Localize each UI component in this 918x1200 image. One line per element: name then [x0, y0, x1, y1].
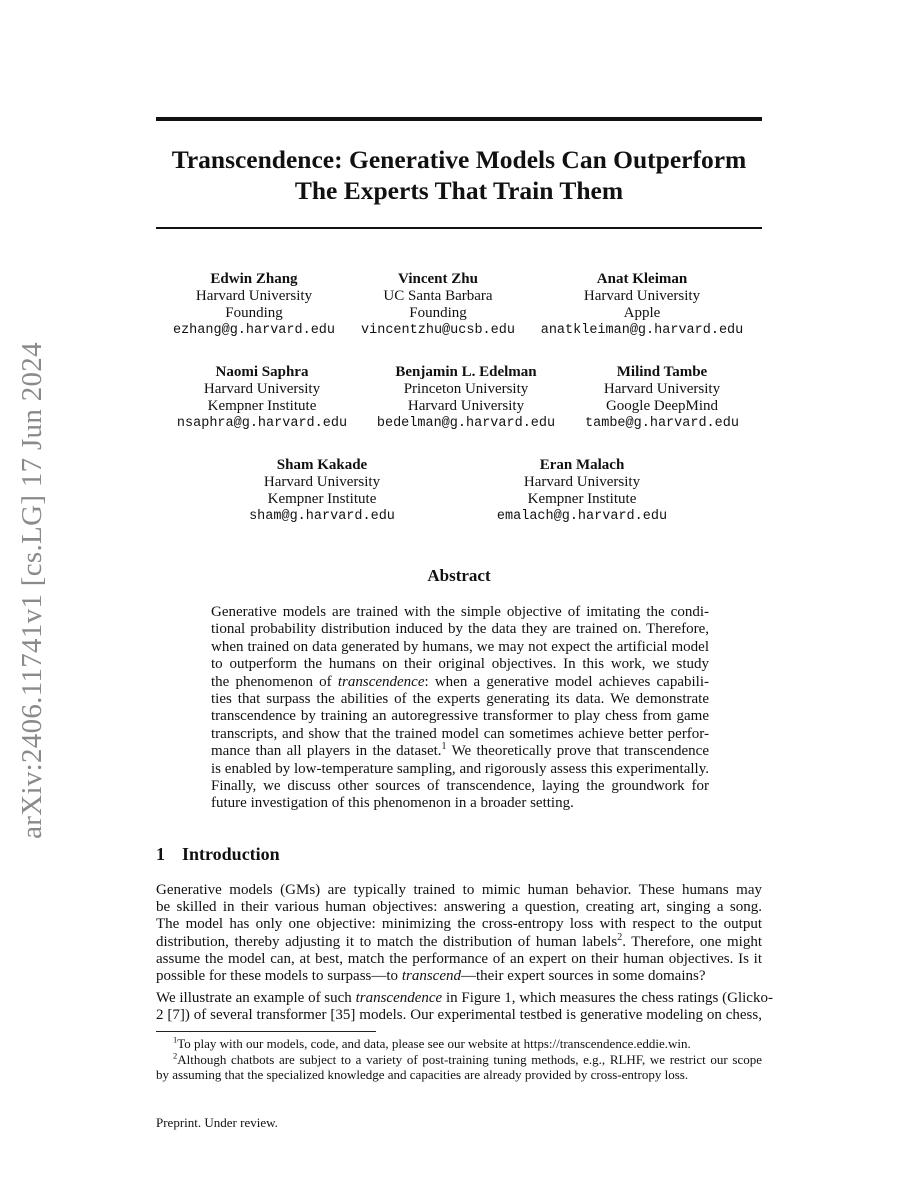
author-block [212, 457, 432, 525]
footnote-1 [156, 1036, 762, 1052]
title-line-1: Transcendence: Generative Models Can Outperform [171, 145, 747, 174]
author-affiliation: Harvard University [583, 288, 701, 304]
footnote-text: Although chatbots are subject to a variety of post-training tuning methods, e.g., RLHF, we restrict our scope [177, 1051, 762, 1067]
text-run: the phenomenon of [211, 673, 338, 690]
author-email: ezhang@g.harvard.edu [172, 323, 336, 338]
footnote-rule [156, 1031, 376, 1032]
body-line [156, 931, 762, 951]
author-name: Edwin Zhang [210, 271, 298, 287]
body-line: assume the model can, at best, match the performance of an expert on their human objectives. Is it [156, 950, 762, 967]
abstract-line: tional probability distribution induced by the data they are trained on. Therefore, [211, 621, 709, 638]
footnote-2-line-2: by assuming that the specialized knowledge and capacities are already provided by cross-entropy loss. [156, 1067, 689, 1083]
text-run: : when a generative model achieves capabili- [424, 673, 709, 690]
author-email: nsaphra@g.harvard.edu [176, 416, 348, 431]
author-affiliation: Kempner Institute [267, 491, 377, 507]
author-email: sham@g.harvard.edu [249, 509, 395, 524]
author-name: Anat Kleiman [596, 271, 688, 287]
footnote-2-line-1 [156, 1052, 762, 1068]
author-name: Vincent Zhu [398, 271, 478, 287]
intro-paragraph-1 [156, 882, 762, 985]
body-line [156, 990, 773, 1007]
paper-title [156, 144, 762, 206]
body-line [156, 968, 762, 985]
author-affiliation: Founding [225, 305, 283, 321]
author-affiliation: Harvard University [523, 474, 641, 490]
emphasis-transcendence: transcendence [355, 990, 443, 1006]
abstract-line: transcendence by training an autoregressive transformer to play chess from game [211, 708, 709, 725]
footnote-marker: 1 [441, 741, 447, 753]
title-line-2: The Experts That Train Them [294, 176, 624, 205]
author-block [532, 271, 752, 339]
text-run: distribution, thereby adjusting it to match the distribution of human labels [156, 933, 618, 950]
title-rule-top [156, 117, 762, 121]
author-block [472, 457, 692, 525]
text-run: in Figure 1, which measures the chess ratings (Glicko- [442, 990, 773, 1006]
text-run: We illustrate an example of such [156, 990, 356, 1006]
abstract-line [211, 674, 709, 691]
author-affiliation: Harvard University [203, 381, 321, 397]
abstract-line: future investigation of this phenomenon in a broader setting. [211, 795, 574, 812]
author-name: Sham Kakade [276, 457, 368, 473]
text-run: —their expert sources in some domains? [460, 968, 706, 985]
author-email: emalach@g.harvard.edu [496, 509, 668, 524]
author-affiliation: Harvard University [263, 474, 381, 490]
intro-paragraph-2 [156, 990, 773, 1024]
author-affiliation: Kempner Institute [207, 398, 317, 414]
author-email: anatkleiman@g.harvard.edu [540, 323, 744, 338]
body-line: The model has only one objective: minimizing the cross-entropy loss with respect to the output [156, 916, 762, 933]
footnote-text: To play with our models, code, and data, please see our website at https://transcendence.eddie.win. [177, 1036, 691, 1051]
abstract-line: Generative models are trained with the simple objective of imitating the condi- [211, 604, 709, 620]
body-line: Generative models (GMs) are typically trained to mimic human behavior. These humans may [156, 882, 762, 898]
author-block [356, 364, 576, 432]
footnote-marker: 2 [173, 1050, 178, 1061]
author-affiliation: Harvard University [603, 381, 721, 397]
abstract-line: ties that surpass the abilities of the experts generating its data. We demonstrate [211, 691, 709, 708]
emphasis-transcend: transcend [401, 968, 461, 985]
author-name: Benjamin L. Edelman [395, 364, 537, 380]
author-block [552, 364, 772, 432]
abstract-line: Finally, we discuss other sources of transcendence, laying the groundwork for [211, 778, 709, 795]
author-affiliation: Kempner Institute [527, 491, 637, 507]
title-rule-bottom [156, 227, 762, 229]
arxiv-stamp-text: arXiv:2406.11741v1 [cs.LG] 17 Jun 2024 [15, 341, 48, 839]
abstract-heading: Abstract [427, 566, 491, 585]
author-email: vincentzhu@ucsb.edu [361, 323, 515, 338]
abstract-line [211, 743, 709, 760]
body-line: 2 [7]) of several transformer [35] models. Our experimental testbed is generative modeling on chess, [156, 1007, 762, 1024]
section-heading [156, 844, 280, 865]
section-title: Introduction [182, 844, 280, 864]
footnote-marker: 1 [173, 1034, 178, 1045]
author-name: Eran Malach [539, 457, 625, 473]
abstract-line: transcripts, and show that the trained model can sometimes achieve better perfor- [211, 725, 709, 742]
author-affiliation: Harvard University [195, 288, 313, 304]
abstract-text [211, 604, 709, 813]
abstract-line: to outperform the humans on their original objectives. In this work, we study [211, 656, 709, 673]
footnotes [156, 1036, 762, 1083]
text-run: mance than all players in the dataset. [211, 743, 442, 760]
text-run: We theoretically prove that transcendence [446, 743, 709, 760]
author-affiliation: Harvard University [407, 398, 525, 414]
footnote-marker: 2 [617, 931, 623, 943]
author-block [328, 271, 548, 339]
author-name: Milind Tambe [616, 364, 708, 380]
author-affiliation: Princeton University [403, 381, 529, 397]
author-block [152, 364, 372, 432]
preprint-notice: Preprint. Under review. [156, 1115, 278, 1130]
author-email: bedelman@g.harvard.edu [376, 416, 556, 431]
emphasis-transcendence: transcendence [337, 673, 425, 690]
author-email: tambe@g.harvard.edu [585, 416, 739, 431]
author-affiliation: Apple [623, 305, 661, 321]
author-affiliation: Google DeepMind [605, 398, 719, 414]
author-name: Naomi Saphra [215, 364, 309, 380]
text-run: . Therefore, one might [622, 933, 762, 950]
author-affiliation: Founding [409, 305, 467, 321]
section-number: 1 [156, 844, 165, 864]
body-line: be skilled in their various human objectives: answering a question, creating art, singing a song. [156, 899, 762, 916]
author-affiliation: UC Santa Barbara [383, 288, 493, 304]
abstract-line: is enabled by low-temperature sampling, and rigorously assess this experimentally. [211, 760, 709, 777]
arxiv-stamp [2, 320, 62, 860]
abstract-line: when trained on data generated by humans, we may not expect the artificial model [211, 638, 709, 655]
text-run: possible for these models to surpass—to [156, 968, 402, 985]
